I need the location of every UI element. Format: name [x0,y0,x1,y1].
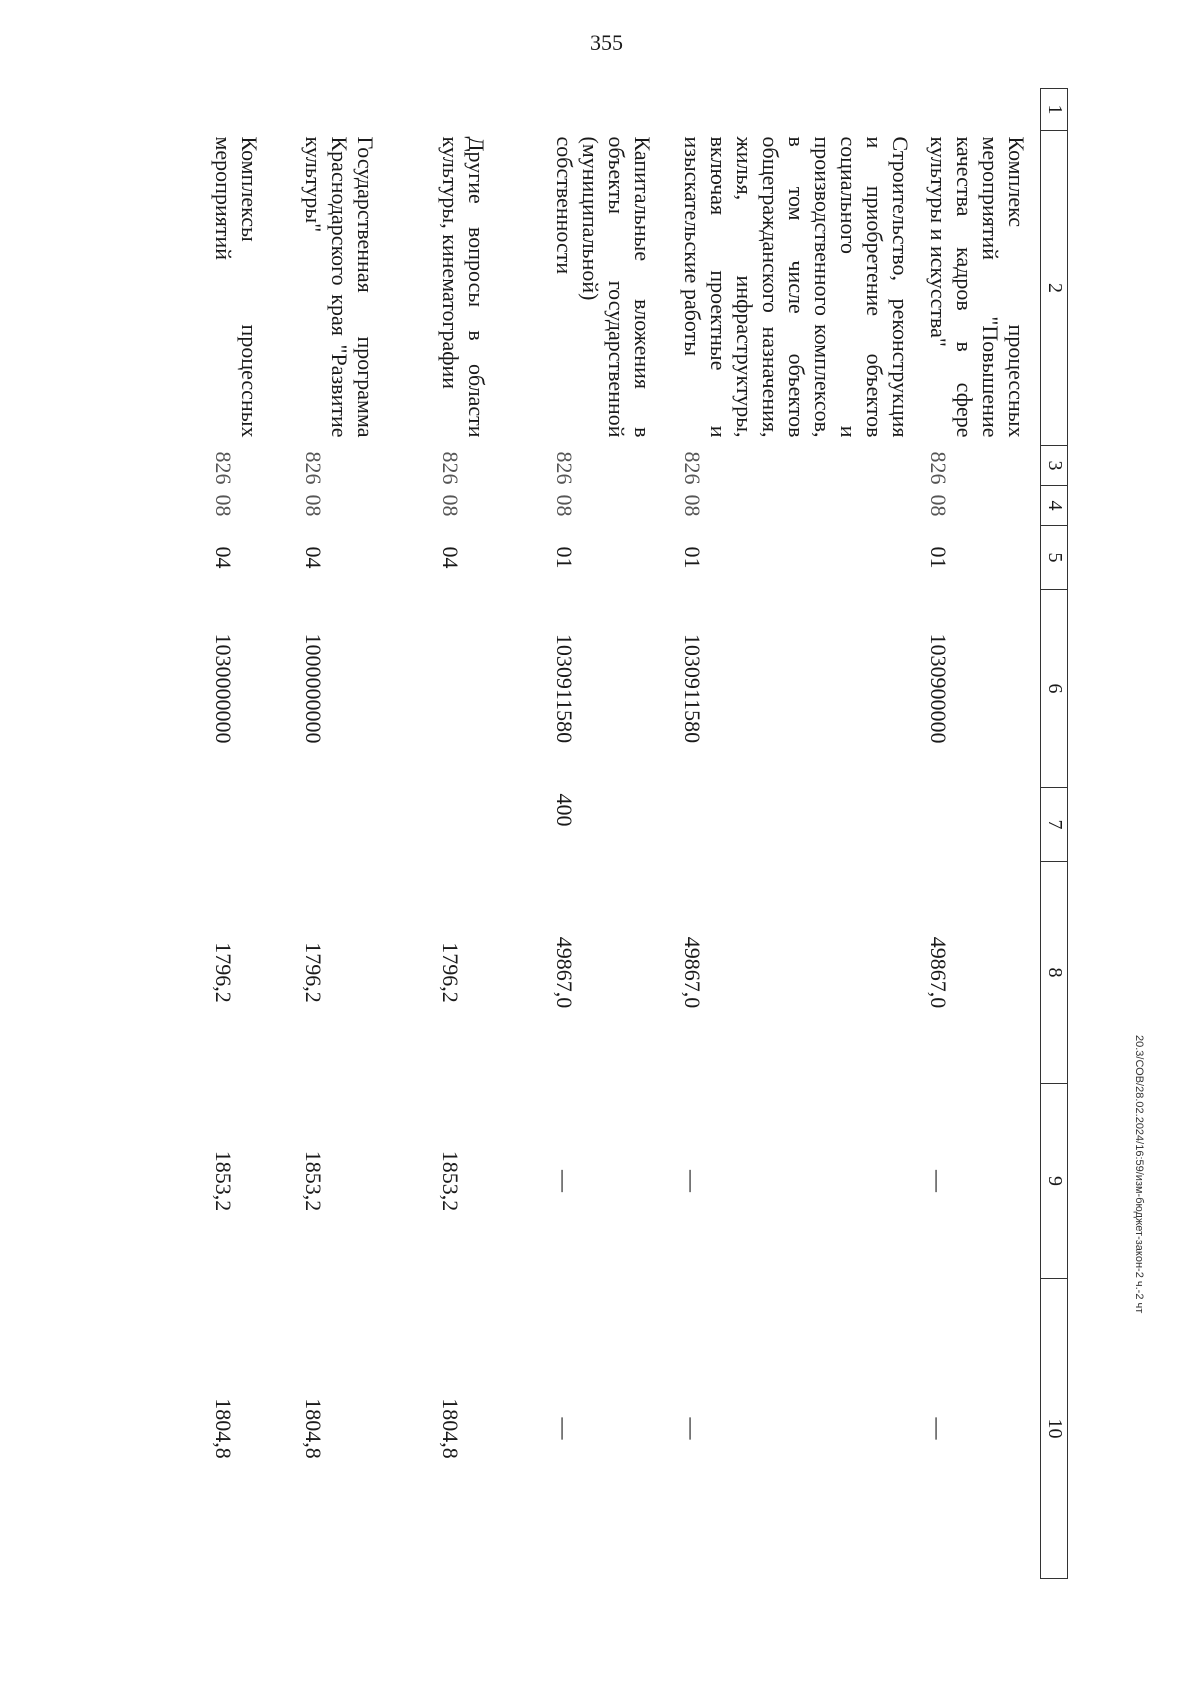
cell-c8: 49867,0 [926,936,952,1009]
cell-c7 [293,788,430,862]
cell-c9: 1853,2 [301,1150,327,1212]
cell-c7 [203,788,293,862]
cell-col1 [544,89,672,131]
cell-c3: 826 [301,451,327,485]
cell-c4: 08 [926,494,952,517]
column-header: 10 [1041,1279,1068,1579]
cell-c10: 1804,8 [438,1398,464,1459]
cell-c8: 1796,2 [211,942,237,1003]
column-header: 6 [1041,590,1068,788]
table-row [293,89,430,1579]
cell-c8: 1796,2 [438,942,464,1003]
column-header: 2 [1041,131,1068,446]
cell-c3: 826 [552,451,578,485]
table-row [918,89,1041,1579]
cell-c3: 826 [211,451,237,485]
cell-c6: 1030900000 [926,633,952,744]
cell-c8: 49867,0 [552,936,578,1009]
column-header: 9 [1041,1084,1068,1279]
cell-col1 [918,89,1041,131]
cell-c5: 04 [301,546,327,569]
cell-c5: 01 [680,546,706,569]
cell-name: Комплекс процессных мероприятий "Повышение качества кадров в сфере культуры и искусства" [926,136,1030,438]
cell-c6: 1030000000 [211,633,237,744]
budget-table [203,88,1069,1579]
footer-stamp: 20.3/СОВ/28.02.2024/16:59/изм-бюджет-закон-2 ч.-2 чт [1133,1035,1145,1314]
cell-c6: 1030911580 [552,633,578,744]
cell-c4: 08 [301,494,327,517]
cell-name: Капитальные вложения в объекты государственной (муниципальной) собственности [552,136,656,438]
cell-c8: 49867,0 [680,936,706,1009]
cell-name: Комплексы процессных мероприятий [211,136,263,438]
cell-name: Другие вопросы в области культуры, кинематографии [438,136,490,438]
cell-c7: 400 [552,793,578,827]
cell-c10: — [680,1417,706,1440]
table-row [203,89,293,1579]
cell-c10: — [552,1417,578,1440]
rotated-table-container [168,88,1068,1578]
cell-c6 [430,590,544,788]
cell-c5: 04 [438,546,464,569]
cell-c4: 08 [552,494,578,517]
page-number: 355 [590,30,623,55]
cell-col1 [203,89,293,131]
cell-col1 [430,89,544,131]
cell-c5: 01 [552,546,578,569]
column-header: 3 [1041,446,1068,486]
column-header: 5 [1041,526,1068,590]
table-row [430,89,544,1579]
cell-c6: 1000000000 [301,633,327,744]
cell-col1 [293,89,430,131]
cell-c5: 01 [926,546,952,569]
cell-c4: 08 [438,494,464,517]
cell-c7 [430,788,544,862]
cell-c3: 826 [680,451,706,485]
column-header: 8 [1041,862,1068,1084]
cell-c7 [672,788,918,862]
column-header: 1 [1041,89,1068,131]
cell-c5: 04 [211,546,237,569]
cell-name: Государственная программа Краснодарского края "Развитие культуры" [301,136,379,438]
cell-c9: 1853,2 [211,1150,237,1212]
column-header: 7 [1041,788,1068,862]
cell-c9: — [552,1170,578,1192]
cell-c4: 08 [680,494,706,517]
cell-c6: 1030911580 [680,633,706,744]
cell-c3: 826 [926,451,952,485]
cell-c10: 1804,8 [301,1398,327,1459]
cell-c9: — [680,1170,706,1192]
cell-col1 [672,89,918,131]
cell-c9: 1853,2 [438,1150,464,1212]
cell-c4: 08 [211,494,237,517]
cell-c8: 1796,2 [301,942,327,1003]
cell-c7 [918,788,1041,862]
cell-c9: — [926,1170,952,1192]
cell-c10: — [926,1417,952,1440]
cell-c10: 1804,8 [211,1398,237,1459]
header-row [1041,89,1068,1579]
cell-c3: 826 [438,451,464,485]
table-row [672,89,918,1579]
column-header: 4 [1041,486,1068,526]
table-row [544,89,672,1579]
cell-name: Строительство, реконструкция и приобретение объектов социального и производственного комплексов, в том числе объектов общегражданского назначения, жилья, инфраструктуры, включая проектные и изыскательские работы [680,136,914,438]
